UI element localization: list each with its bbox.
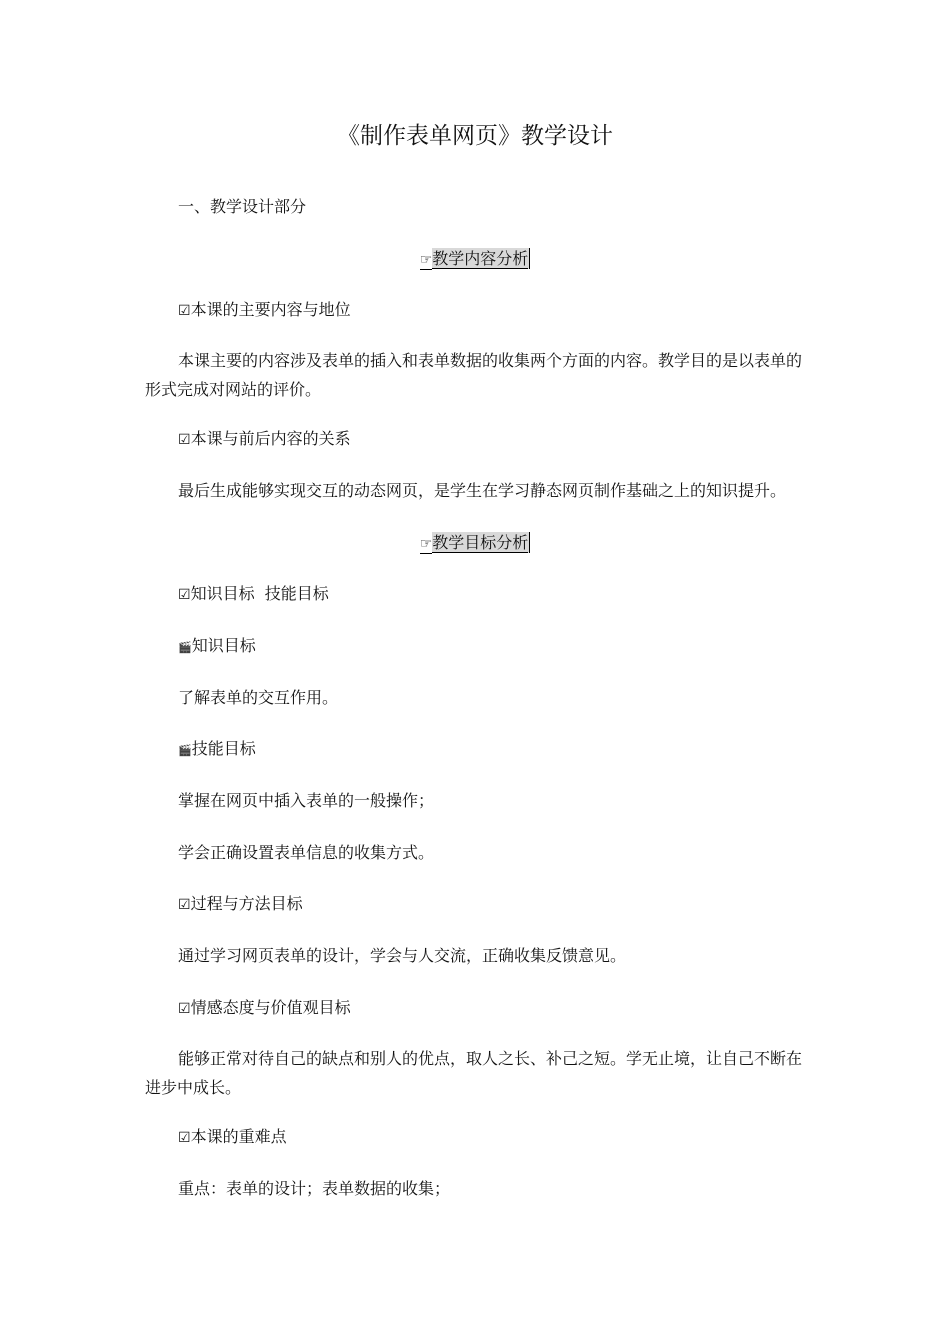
emotion-goal-text: 能够正常对待自己的缺点和别人的优点，取人之长、补己之短。学无止境，让自己不断在进步中成长。: [145, 1049, 803, 1097]
checkbox-checked-icon: ☑: [178, 897, 191, 913]
checkbox-checked-icon: ☑: [178, 1130, 191, 1146]
content-item-1-label: [178, 300, 351, 321]
key-points-label-text: 本课的重难点: [190, 1127, 287, 1146]
content-item-2-label: [178, 429, 351, 450]
process-goal-label: [178, 894, 303, 915]
knowledge-goal-text: 了解表单的交互作用。: [178, 688, 339, 707]
knowledge-goal-label-text: 知识目标: [191, 636, 256, 655]
document-title: 《制作表单网页》教学设计: [337, 123, 613, 149]
content-item-1-label-text: 本课的主要内容与地位: [190, 300, 351, 319]
checkbox-checked-icon: ☑: [178, 432, 191, 448]
goals-label: [178, 584, 329, 605]
goal-analysis-heading: [0, 532, 950, 555]
checkbox-checked-icon: ☑: [178, 303, 191, 319]
content-item-1-text: 本课主要的内容涉及表单的插入和表单数据的收集两个方面的内容。教学目的是以表单的形式完成对网站的评价。: [145, 351, 803, 399]
process-goal-label-text: 过程与方法目标: [190, 894, 303, 913]
process-goal-text: 通过学习网页表单的设计，学会与人交流，正确收集反馈意见。: [178, 946, 627, 965]
key-points-label: [178, 1127, 287, 1148]
emotion-goal-label-text: 情感态度与价值观目标: [190, 998, 351, 1017]
content-analysis-heading: [0, 248, 950, 271]
pointing-hand-icon: ☞: [419, 536, 433, 552]
clapperboard-icon: 🎬: [178, 641, 192, 654]
checkbox-checked-icon: ☑: [178, 587, 191, 603]
skill-goal-text-2: 学会正确设置表单信息的收集方式。: [178, 843, 435, 862]
pointing-hand-icon: ☞: [419, 252, 433, 268]
knowledge-goal-label: [178, 636, 256, 658]
skill-goal-label-text: 技能目标: [191, 739, 256, 758]
skill-goal-text-1: 掌握在网页中插入表单的一般操作；: [178, 791, 435, 810]
content-item-2-label-text: 本课与前后内容的关系: [190, 429, 351, 448]
section-heading-1: 一、教学设计部分: [178, 197, 307, 216]
goal-analysis-heading-text: 教学目标分析: [432, 533, 529, 552]
goals-label-text: 知识目标 技能目标: [190, 584, 329, 603]
clapperboard-icon: 🎬: [178, 744, 192, 757]
content-analysis-heading-text: 教学内容分析: [432, 249, 529, 268]
skill-goal-label: [178, 739, 256, 761]
emotion-goal-label: [178, 998, 351, 1019]
checkbox-checked-icon: ☑: [178, 1001, 191, 1017]
content-item-2-text: 最后生成能够实现交互的动态网页，是学生在学习静态网页制作基础之上的知识提升。: [178, 481, 787, 500]
key-points-text: 重点：表单的设计；表单数据的收集；: [178, 1179, 451, 1198]
